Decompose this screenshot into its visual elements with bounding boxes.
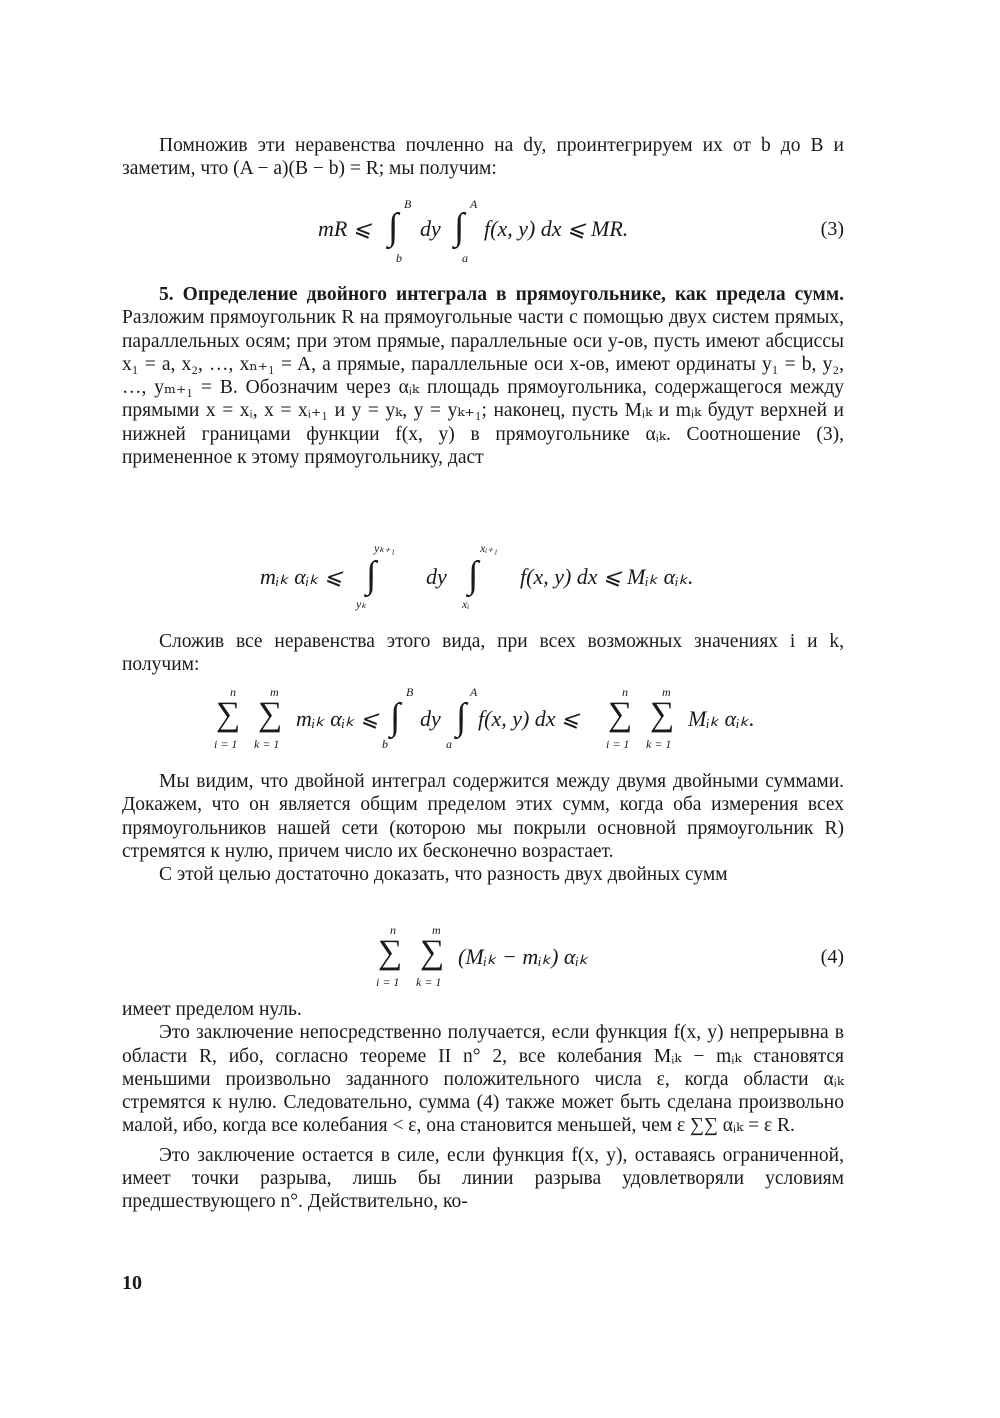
eq4-sum2-top: m bbox=[432, 923, 441, 937]
paragraph-7-text: Это заключение непосредственно получается, если функция f(x, y) непрерывна в области R, ибо, согласно теореме II n° 2, все колебания Mᵢₖ − mᵢₖ становятся меньшими произвольно заданного положительного числа ε, когда области αᵢₖ стремятся к нулю. Следовательно, сумма (4) также может быть сделана произвольно малой, ибо, когда все колебания < ε, она становится меньшей, чем ε ∑∑ αᵢₖ = ε R. bbox=[122, 1022, 844, 1137]
eqik-outer-bottom: yₖ bbox=[356, 597, 367, 611]
eqsum-sum1-bottom: i = 1 bbox=[214, 737, 238, 751]
eqsum-inner-top: A bbox=[470, 685, 478, 699]
eq3-inner-top: A bbox=[470, 197, 478, 211]
eq3-integral-inner: ∫ bbox=[454, 206, 465, 248]
section-5 bbox=[122, 283, 844, 469]
eq4-sum1: ∑ bbox=[378, 934, 403, 971]
eq4-sum1-bottom: i = 1 bbox=[376, 975, 400, 989]
paragraph-1 bbox=[122, 134, 844, 181]
eqik-inner-top: xᵢ₊₁ bbox=[480, 541, 498, 555]
eq4-number: (4) bbox=[820, 946, 844, 968]
eq3-integral-outer: ∫ bbox=[388, 206, 399, 248]
eqsum-integral-inner: ∫ bbox=[456, 696, 467, 738]
eqsum-body: f(x, y) dx ⩽ bbox=[478, 706, 580, 731]
eqsum-sum2-top: m bbox=[270, 685, 279, 699]
eqik-body: f(x, y) dx ⩽ Mᵢₖ αᵢₖ. bbox=[520, 564, 694, 589]
eq3-dy: dy bbox=[420, 216, 441, 241]
equation-ik bbox=[122, 540, 844, 610]
paragraph-2-text: Разложим прямоугольник R на прямоугольные части с помощью двух систем прямых, параллельных осям; при этом прямые, параллельные оси y-ов, пусть имеют абсциссы x₁ = a, x₂, …, xₙ₊₁ = A, а прямые, параллельные оси x-ов, имеют ординаты y₁ = b, y₂, …, yₘ₊₁ = B. Обозначим через αᵢₖ площадь прямоугольника, содержащегося между прямыми x = xᵢ, x = xᵢ₊₁ и y = yₖ, y = yₖ₊₁; наконец, пусть Mᵢₖ и mᵢₖ будут верхней и нижней границами функции f(x, y) в прямоугольнике αᵢₖ. Соотношение (3), примененное к этому прямоугольнику, даст bbox=[122, 307, 844, 469]
paragraph-4-5 bbox=[122, 770, 844, 886]
page-number: 10 bbox=[122, 1272, 142, 1294]
eqsum-integral-outer: ∫ bbox=[390, 696, 401, 738]
paragraph-6-8 bbox=[122, 998, 844, 1214]
eqsum-sum4: ∑ bbox=[650, 696, 675, 733]
eqsum-term-left: mᵢₖ αᵢₖ ⩽ bbox=[296, 706, 379, 731]
eqik-inner-bottom: xᵢ bbox=[462, 597, 470, 611]
paragraph-6-text: имеет пределом нуль. bbox=[122, 999, 302, 1020]
eqsum-outer-top: B bbox=[406, 685, 414, 699]
eqsum-sum2-bottom: k = 1 bbox=[254, 737, 280, 751]
eqik-dy: dy bbox=[426, 564, 447, 589]
eqsum-sum2: ∑ bbox=[258, 696, 283, 733]
eq3-number: (3) bbox=[820, 218, 844, 240]
eq4-sum2-bottom: k = 1 bbox=[416, 975, 442, 989]
eqik-integral-outer: ∫ bbox=[366, 554, 377, 596]
eqsum-dy: dy bbox=[420, 706, 441, 731]
eqsum-sum4-bottom: k = 1 bbox=[646, 737, 672, 751]
eqsum-sum3-bottom: i = 1 bbox=[606, 737, 630, 751]
eqsum-sum1: ∑ bbox=[216, 696, 241, 733]
eq3-inner-bottom: a bbox=[462, 251, 468, 265]
eqsum-term-right: Mᵢₖ αᵢₖ. bbox=[688, 706, 755, 731]
eqsum-sum1-top: n bbox=[230, 685, 236, 699]
eqsum-sum3-top: n bbox=[622, 685, 628, 699]
eqsum-sum4-top: m bbox=[662, 685, 671, 699]
paragraph-1-text: Помножив эти неравенства почленно на dy, проинтегрируем их от b до B и заметим, что (A − a)(B − b) = R; мы получим: bbox=[122, 135, 844, 180]
eq3-outer-bottom: b bbox=[396, 251, 402, 265]
paragraph-8-text: Это заключение остается в силе, если функция f(x, y), оставаясь ограниченной, имеет точки разрыва, лишь бы линии разрыва удовлетворяли условиям предшествующего n°. Действительно, ко- bbox=[122, 1144, 844, 1213]
paragraph-5-text: С этой целью достаточно доказать, что разность двух двойных сумм bbox=[159, 864, 728, 886]
eqik-left: mᵢₖ αᵢₖ ⩽ bbox=[260, 564, 343, 589]
equation-sum bbox=[122, 684, 844, 756]
eqsum-sum3: ∑ bbox=[608, 696, 633, 733]
section-heading: 5. Определение двойного интеграла в прямоугольнике, как предела сумм. bbox=[159, 284, 844, 305]
paragraph-3 bbox=[122, 630, 844, 677]
eqik-integral-inner: ∫ bbox=[468, 554, 479, 596]
eq4-body: (Mᵢₖ − mᵢₖ) αᵢₖ bbox=[458, 944, 589, 969]
eq4-sum2: ∑ bbox=[420, 934, 445, 971]
eqik-outer-top: yₖ₊₁ bbox=[374, 541, 395, 555]
paragraph-4-text: Мы видим, что двойной интеграл содержится между двумя двойными суммами. Докажем, что он является общим пределом этих сумм, когда оба измерения всех прямоугольников нашей сети (которою мы покрыли основной прямоугольник R) стремятся к нулю, причем число их бесконечно возрастает. bbox=[122, 771, 844, 862]
equation-4 bbox=[122, 922, 844, 992]
eqsum-inner-bottom: a bbox=[446, 737, 452, 751]
eq4-sum1-top: n bbox=[390, 923, 396, 937]
eq3-left: mR ⩽ bbox=[318, 216, 372, 241]
eq3-body: f(x, y) dx ⩽ MR. bbox=[484, 216, 629, 241]
equation-3 bbox=[122, 196, 844, 266]
eq3-outer-top: B bbox=[404, 197, 412, 211]
paragraph-3-text: Сложив все неравенства этого вида, при всех возможных значениях i и k, получим: bbox=[122, 631, 844, 676]
eqsum-outer-bottom: b bbox=[382, 737, 388, 751]
